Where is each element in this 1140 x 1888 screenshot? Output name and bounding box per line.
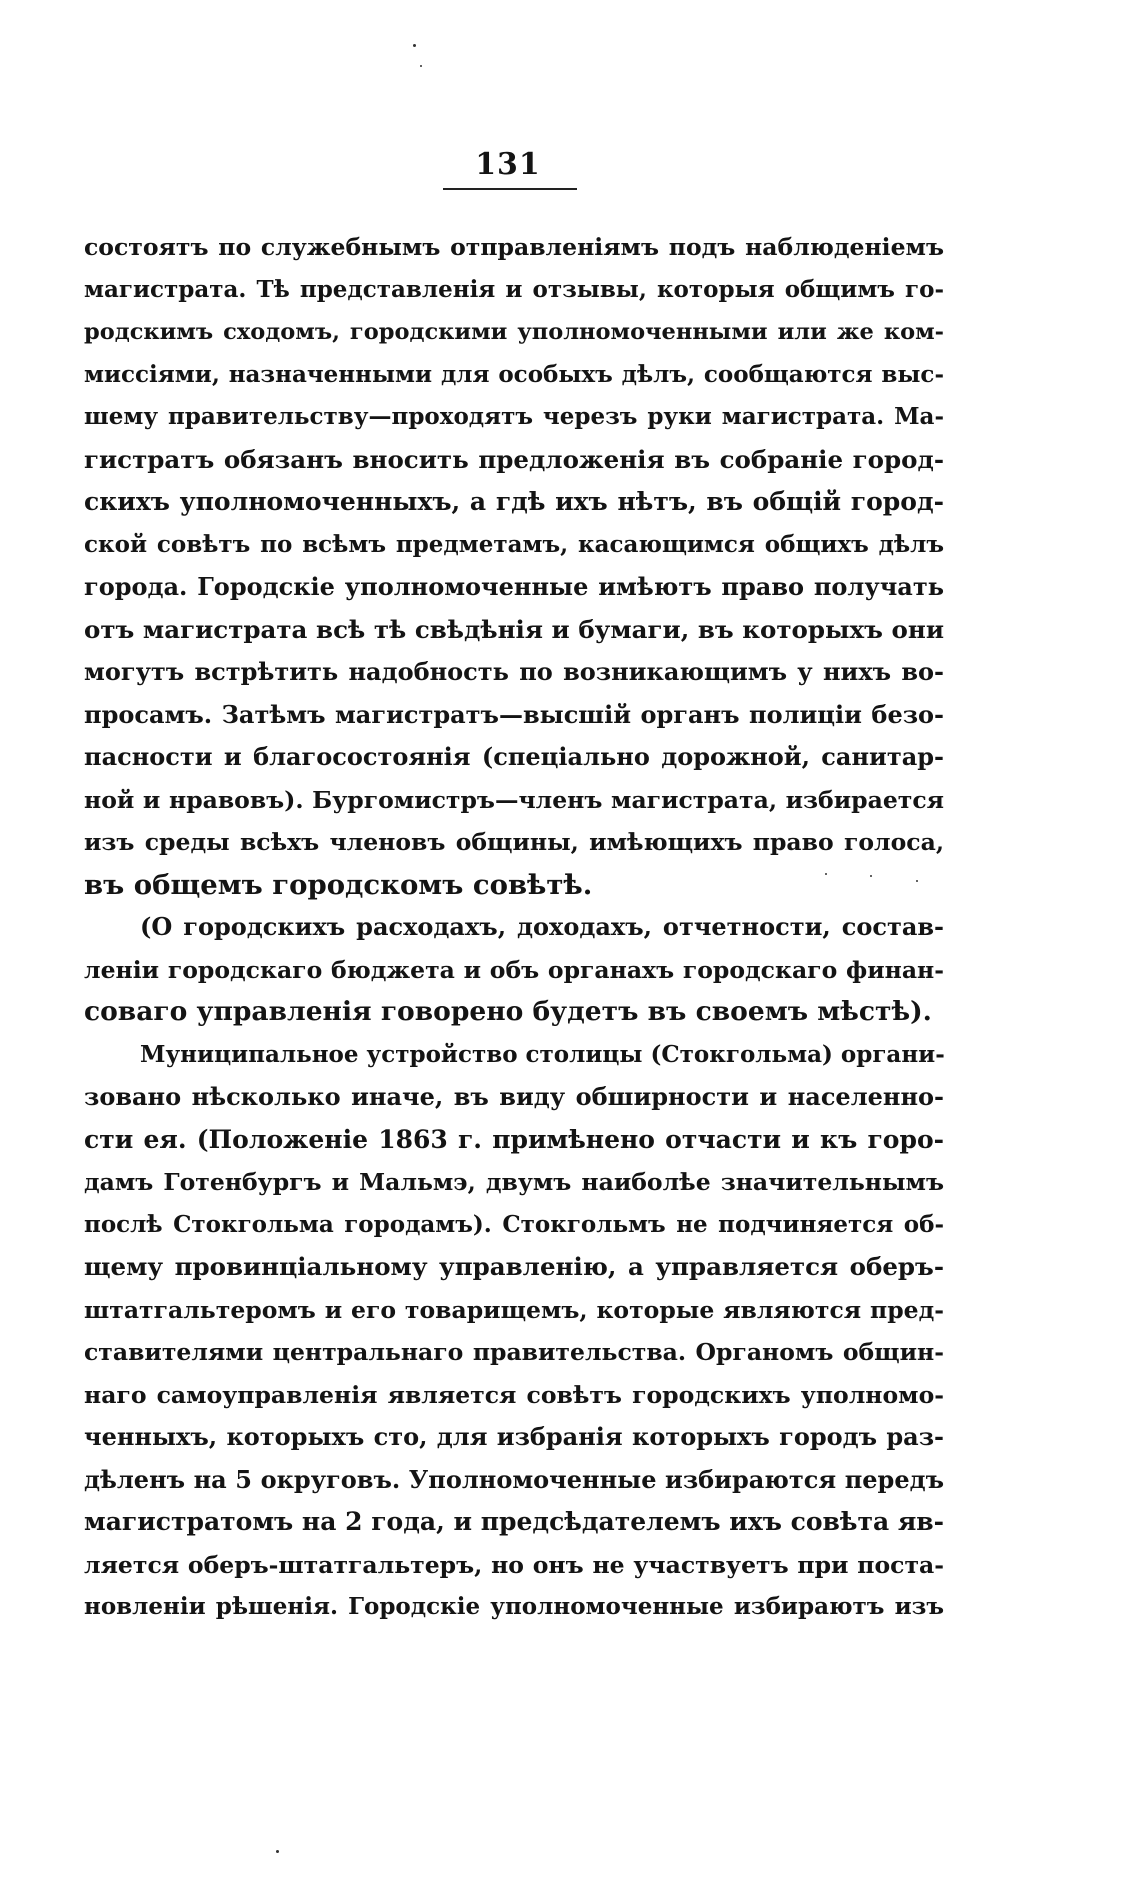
text-line: ставителями центральнаго правительства. Органомъ общин-: [84, 1338, 944, 1366]
text-line: послѣ Стокгольма городамъ). Стокгольмъ не подчиняется об-: [84, 1210, 944, 1238]
text-line: (О городскихъ расходахъ, доходахъ, отчетности, состав-: [140, 912, 944, 941]
text-line: соваго управленія говорено будетъ въ своемъ мѣстѣ).: [84, 996, 932, 1027]
text-line: Муниципальное устройство столицы (Стокгольма) органи-: [140, 1040, 945, 1068]
text-line: ной и нравовъ). Бургомистръ—членъ магистрата, избирается: [84, 785, 944, 814]
text-line: штатгальтеромъ и его товарищемъ, которые являются пред-: [84, 1295, 944, 1324]
text-line: ской совѣтъ по всѣмъ предметамъ, касающимся общихъ дѣлъ: [84, 530, 944, 558]
text-line: просамъ. Затѣмъ магистратъ—высшій органъ полиціи безо-: [84, 699, 944, 729]
text-line: магистрата. Тѣ представленія и отзывы, которыя общимъ го-: [84, 275, 944, 303]
text-line: отъ магистрата всѣ тѣ свѣдѣнія и бумаги, въ которыхъ они: [84, 614, 944, 644]
text-line: гистратъ обязанъ вносить предложенія въ собраніе город-: [84, 444, 944, 474]
print-speck: [825, 873, 827, 875]
text-line: скихъ уполномоченныхъ, а гдѣ ихъ нѣтъ, въ общій город-: [84, 487, 944, 516]
text-line: состоятъ по служебнымъ отправленіямъ подъ наблюденіемъ: [84, 233, 944, 261]
print-speck: [916, 880, 918, 882]
text-line: новленіи рѣшенія. Городскіе уполномоченные избираютъ изъ: [84, 1593, 944, 1620]
page-number-rule: [443, 188, 577, 190]
text-line: зовано нѣсколько иначе, въ виду обширности и населенно-: [84, 1082, 944, 1111]
text-line: ляется оберъ-штатгальтеръ, но онъ не участвуетъ при поста-: [84, 1550, 944, 1579]
text-line: шему правительству—проходятъ черезъ руки магистрата. Ма-: [84, 403, 944, 430]
text-line: щему провинціальному управленію, а управляется оберъ-: [84, 1252, 944, 1281]
text-line: сти ея. (Положеніе 1863 г. примѣнено отчасти и къ горо-: [84, 1124, 944, 1154]
print-speck: [420, 65, 422, 67]
text-line: города. Городскіе уполномоченные имѣютъ право получать: [84, 572, 944, 601]
text-line: пасности и благосостоянія (спеціально дорожной, санитар-: [84, 742, 944, 771]
text-line: изъ среды всѣхъ членовъ общины, имѣющихъ право голоса,: [84, 828, 944, 856]
text-line: наго самоуправленія является совѣтъ городскихъ уполномо-: [84, 1380, 944, 1409]
text-line: миссіями, назначенными для особыхъ дѣлъ, сообщаются выс-: [84, 360, 944, 388]
text-line: родскимъ сходомъ, городскими уполномоченными или же ком-: [84, 319, 944, 345]
text-line: въ общемъ городскомъ совѣтѣ.: [84, 868, 593, 901]
text-line: леніи городскаго бюджета и объ органахъ городскаго финан-: [84, 955, 944, 984]
print-speck: [276, 1850, 279, 1853]
text-line: магистратомъ на 2 года, и предсѣдателемъ ихъ совѣта яв-: [84, 1507, 945, 1536]
body-text: [84, 226, 944, 1629]
text-line: дѣленъ на 5 округовъ. Уполномоченные избираются передъ: [84, 1464, 944, 1494]
text-line: могутъ встрѣтить надобность по возникающимъ у нихъ во-: [84, 657, 944, 686]
text-line: ченныхъ, которыхъ сто, для избранія которыхъ городъ раз-: [84, 1422, 944, 1451]
text-line: дамъ Готенбургъ и Мальмэ, двумъ наиболѣе значительнымъ: [84, 1168, 944, 1196]
page-number: 131: [475, 147, 541, 182]
print-speck: [413, 44, 416, 47]
print-speck: [870, 875, 872, 877]
